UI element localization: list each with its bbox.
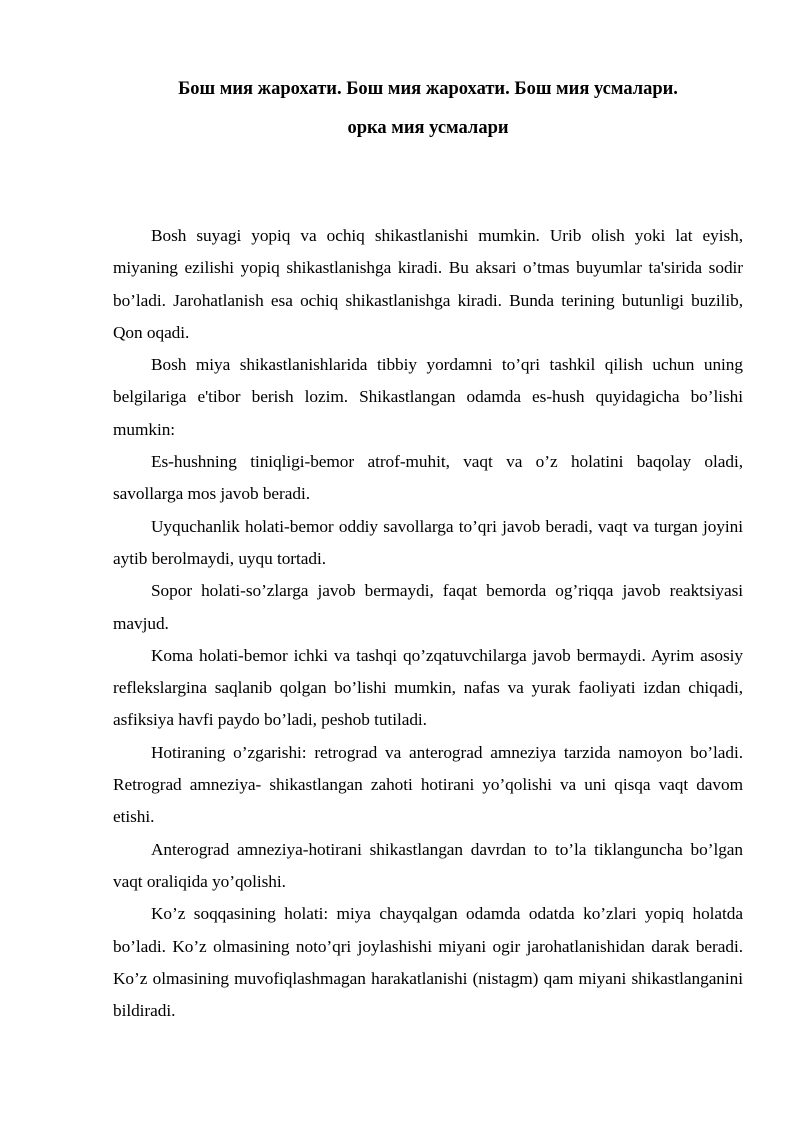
- document-title-line-1: Бош мия жарохати. Бош мия жарохати. Бош мия усмалари.: [178, 79, 678, 99]
- paragraph-eyeball-state: Ko’z soqqasining holati: miya chayqalgan odamda odatda ko’zlari yopiq holatda bo’ladi. Ko’z olmasining noto’qri joylashishi miyani ogir jarohatlanishidan darak beradi. Ko’z olmasining muvofiqlashmagan harakatlanishi (nistagm) qam miyani shikastlanganini bildiradi.: [113, 904, 743, 1021]
- paragraph-memory-change: Hotiraning o’zgarishi: retrograd va anterograd amneziya tarzida namoyon bo’ladi. Retrograd amneziya- shikastlangan zahoti hotirani yo’qolishi va uni qisqa vaqt davom etishi.: [113, 742, 743, 827]
- paragraph-clear-consciousness: Es-hushning tiniqligi-bemor atrof-muhit, vaqt va o’z holatini baqolay oladi, savollarga mos javob beradi.: [113, 452, 743, 504]
- document-body: [113, 220, 743, 1027]
- paragraph-skull-injury-types: Bosh suyagi yopiq va ochiq shikastlanishi mumkin. Urib olish yoki lat eyish, miyaning ezilishi yopiq shikastlanishga kiradi. Bu aksari o’tmas buyumlar ta'sirida sodir bo’ladi. Jarohatlanish esa ochiq shikastlanishga kiradi. Bunda terining butunligi buzilib, Qon oqadi.: [113, 226, 743, 342]
- paragraph-drowsiness: Uyquchanlik holati-bemor oddiy savollarga to’qri javob beradi, vaqt va turgan joyini aytib berolmaydi, uyqu tortadi.: [113, 516, 743, 568]
- paragraph-sopor: Sopor holati-so’zlarga javob bermaydi, faqat bemorda og’riqqa javob reaktsiyasi mavjud.: [113, 581, 743, 633]
- paragraph-first-aid-signs: Bosh miya shikastlanishlarida tibbiy yordamni to’qri tashkil qilish uchun uning belgilariga e'tibor berish lozim. Shikastlangan odamda es-hush quyidagicha bo’lishi mumkin:: [113, 355, 743, 439]
- paragraph-coma: Koma holati-bemor ichki va tashqi qo’zqatuvchilarga javob bermaydi. Ayrim asosiy reflekslargina saqlanib qolgan bo’lishi mumkin, nafas va yurak faoliyati izdan chiqadi, asfiksiya havfi paydo bo’ladi, peshob tutiladi.: [113, 645, 743, 730]
- paragraph-anterograd-amnesia: Anterograd amneziya-hotirani shikastlangan davrdan to to’la tiklanguncha bo’lgan vaqt oraliqida yo’qolishi.: [113, 839, 743, 891]
- document-title-line-2: орка мия усмалари: [347, 118, 509, 138]
